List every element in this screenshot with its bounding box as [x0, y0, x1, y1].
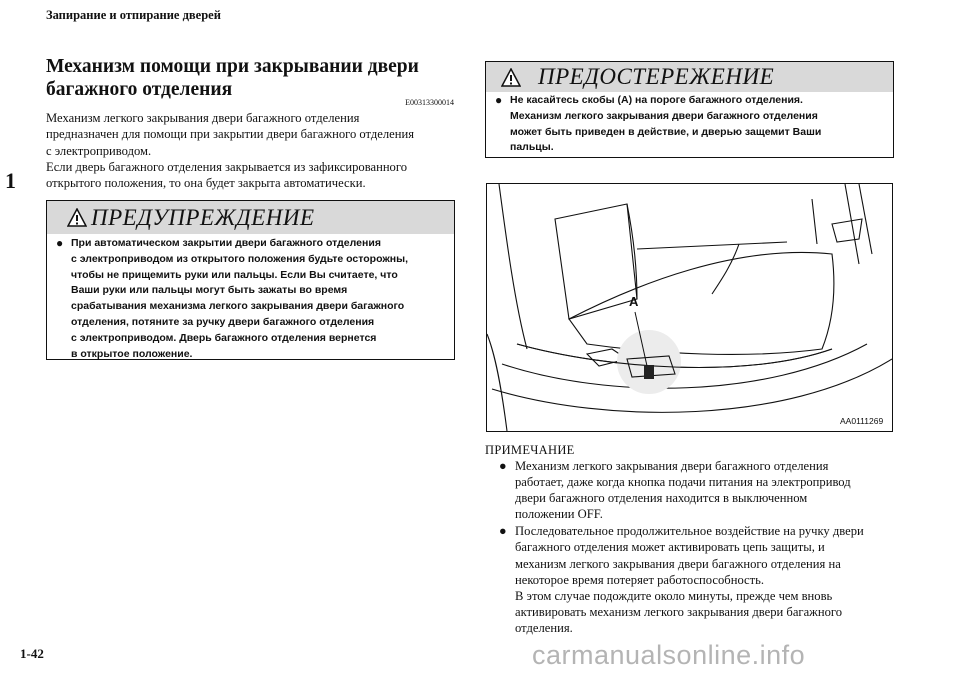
warning-header — [47, 201, 454, 234]
warning-line: чтобы не прищемить руки или пальцы. Если Вы считаете, что — [71, 268, 398, 281]
note-line: Механизм легкого закрывания двери багажного отделения — [515, 459, 829, 473]
note-line: багажного отделения может активировать цепь защиты, и — [515, 540, 825, 555]
luggage-floor-drawing — [487, 184, 892, 431]
luggage-compartment-illustration — [486, 183, 893, 432]
intro-text — [46, 110, 458, 191]
warning-line: в открытое положение. — [71, 347, 193, 360]
note-line: отделения. — [515, 620, 573, 635]
warning-triangle-icon — [67, 208, 87, 228]
warning-line: с электроприводом. Дверь багажного отделения вернется — [71, 331, 377, 344]
watermark-text: carmanualsonline.info — [532, 640, 806, 670]
caution-header — [486, 62, 893, 92]
intro-line: предназначен для помощи при закрытии двери багажного отделения — [46, 127, 415, 142]
chapter-number: 1 — [5, 168, 16, 193]
striker-a-mark — [644, 365, 654, 379]
note-heading: ПРИМЕЧАНИЕ — [485, 443, 575, 457]
article-code: E00313300014 — [405, 98, 454, 107]
note-line: Последовательное продолжительное воздействие на ручку двери — [515, 524, 864, 539]
bullet-icon: ● — [499, 459, 507, 473]
warning-body — [47, 234, 454, 362]
warning-line: При автоматическом закрытии двери багажного отделения — [71, 237, 381, 249]
intro-line: открытого положения, то она будет закрыта автоматически. — [46, 176, 366, 191]
bullet-icon: ● — [495, 93, 503, 107]
warning-line: с электроприводом из открытого положения будьте осторожны, — [71, 252, 409, 265]
warning-line: срабатывания механизма легкого закрывания двери багажного — [71, 300, 405, 313]
section-header: Запирание и отпирание дверей — [46, 8, 221, 22]
warning-box — [46, 200, 455, 360]
caution-item — [486, 93, 893, 156]
note-line: В этом случае подождите около минуты, прежде чем вновь — [515, 588, 833, 603]
caution-title: ПРЕДОСТЕРЕЖЕНИЕ — [538, 64, 775, 89]
note-body — [497, 458, 897, 636]
page-number: 1-42 — [20, 646, 44, 661]
note-line: положении OFF. — [515, 507, 603, 522]
intro-line: с электроприводом. — [46, 143, 152, 158]
warning-triangle-icon — [501, 68, 521, 88]
title-line-2: багажного отделения — [46, 79, 233, 100]
note-line: двери багажного отделения находится в выключенном — [515, 491, 808, 506]
note-line: работает, даже когда кнопка подачи питания на электропривод — [515, 475, 851, 490]
intro-line: Механизм легкого закрывания двери багажного отделения — [46, 111, 360, 125]
caution-box — [485, 61, 894, 158]
note-item — [497, 458, 897, 522]
figure-code: AA0111269 — [840, 416, 884, 426]
caution-line: Механизм легкого закрывания двери багажного отделения — [510, 109, 818, 122]
caution-line: может быть приведен в действие, и дверью защемит Ваши — [510, 125, 822, 138]
note-item — [497, 523, 897, 636]
caution-line: пальцы. — [510, 141, 554, 154]
note-line: механизм легкого закрывания двери багажного отделения на — [515, 556, 841, 571]
caution-line: Не касайтесь скобы (A) на пороге багажного отделения. — [510, 94, 803, 106]
bullet-icon: ● — [499, 524, 507, 539]
note-line: активировать механизм легкого закрывания двери багажного — [515, 604, 843, 619]
caution-body — [486, 92, 893, 156]
warning-line: Ваши руки или пальцы могут быть зажаты во время — [71, 284, 348, 297]
warning-item — [47, 236, 454, 362]
page-title — [46, 55, 466, 101]
bullet-icon: ● — [56, 236, 64, 250]
note-line: некоторое время потеряет работоспособность. — [515, 572, 765, 587]
warning-line: отделения, потяните за ручку двери багажного отделения — [71, 315, 375, 328]
title-line-1: Механизм помощи при закрывании двери — [46, 56, 419, 77]
figure-callout-a: A — [629, 294, 639, 309]
warning-title: ПРЕДУПРЕЖДЕНИЕ — [91, 205, 315, 230]
intro-line: Если дверь багажного отделения закрывается из зафиксированного — [46, 159, 407, 174]
